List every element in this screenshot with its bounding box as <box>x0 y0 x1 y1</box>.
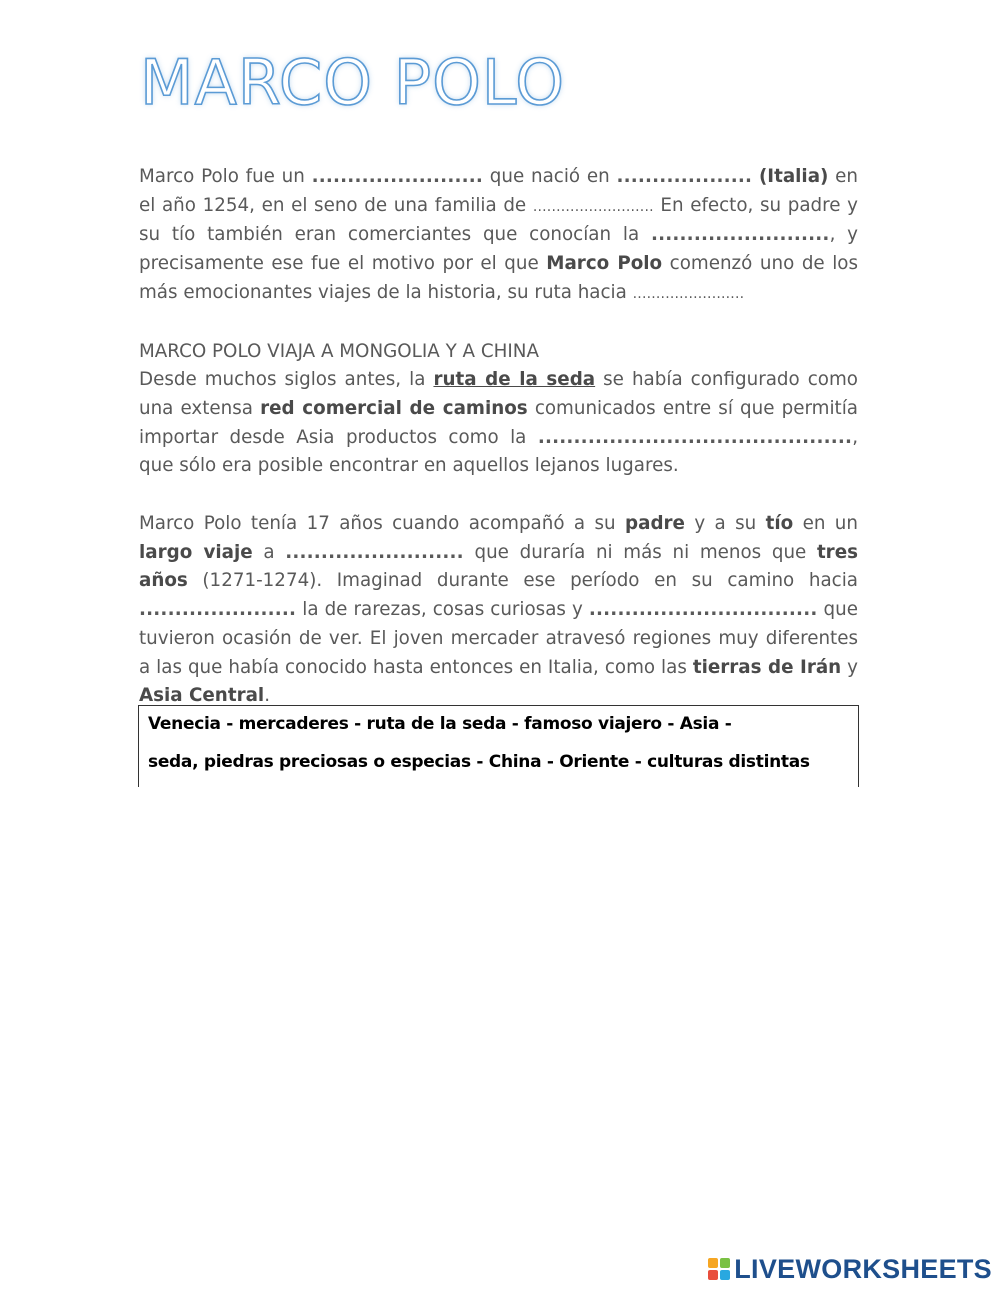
section-heading: MARCO POLO VIAJA A MONGOLIA Y A CHINA <box>139 340 539 362</box>
text: se había configurado como una extensa <box>139 369 858 419</box>
text: que tuvieron ocasión de ver. El joven mercader atravesó regiones muy diferentes a las que había conocido hasta entonces en Italia, como las <box>139 599 858 678</box>
blank-field[interactable]: ......................... <box>285 541 464 563</box>
text: En efecto, su padre y su tío también eran comerciantes que conocían la <box>139 194 858 246</box>
text: que duraría ni más ni menos que <box>463 541 817 563</box>
word-bank-box <box>138 705 859 787</box>
bold-text: Marco Polo <box>546 253 663 275</box>
text: y a su <box>684 513 766 535</box>
text: en el año 1254, en el seno de una familia de <box>139 166 858 216</box>
logo-blocks-icon <box>708 1258 730 1280</box>
text: , y precisamente ese fue el motivo por el que <box>139 224 858 275</box>
text: Marco Polo fue un <box>139 166 312 187</box>
blank-field[interactable]: ......................... <box>650 224 830 246</box>
liveworksheets-logo <box>708 1254 992 1284</box>
blank-field[interactable]: ........................ <box>632 285 745 302</box>
blank-field[interactable]: ................................ <box>588 599 818 621</box>
blank-field[interactable]: ................... <box>616 166 753 187</box>
text: a <box>252 541 286 563</box>
blank-field[interactable]: ............................................ <box>537 426 853 448</box>
bold-text: ruta de la seda <box>433 369 596 391</box>
logo-block <box>708 1270 718 1280</box>
text: comenzó uno de los más emocionantes viajes de la historia, su ruta hacia <box>139 253 859 303</box>
paragraph-intro <box>139 163 858 309</box>
brand-name: LIVEWORKSHEETS <box>734 1253 992 1284</box>
text: Desde muchos siglos antes, la <box>139 369 434 391</box>
text: en un <box>793 513 858 535</box>
text: la de rarezas, cosas curiosas y <box>296 599 589 621</box>
blank-field[interactable]: ........................ <box>311 166 484 187</box>
bold-text: tío <box>765 513 794 535</box>
worksheet-body <box>139 163 858 711</box>
text: que nació en <box>483 166 617 187</box>
paragraph-journey <box>139 510 858 711</box>
bold-text: Asia Central <box>139 685 265 707</box>
text: comunicados entre sí que permitía importar desde Asia productos como la <box>139 397 858 448</box>
bold-text: tres años <box>139 541 858 592</box>
text: (1271-1274). Imaginad durante ese período en su camino hacia <box>187 570 858 592</box>
blank-field[interactable]: .......................... <box>532 198 654 215</box>
text: Marco Polo tenía 17 años cuando acompañó a su <box>139 513 626 535</box>
bold-text: red comercial de caminos <box>260 397 528 419</box>
logo-block <box>708 1258 718 1268</box>
logo-block <box>720 1270 730 1280</box>
bold-text: tierras de Irán <box>692 656 842 678</box>
bold-text: padre <box>625 513 685 535</box>
text: y <box>841 656 858 678</box>
logo-block <box>720 1258 730 1268</box>
text: . <box>264 685 270 707</box>
text: , que sólo era posible encontrar en aquellos lejanos lugares. <box>139 426 858 477</box>
bold-text: (Italia) <box>758 166 829 187</box>
word-bank-line-2: seda, piedras preciosas o especias - China - Oriente - culturas distintas <box>148 752 810 772</box>
page-title: MARCO POLO <box>140 46 566 119</box>
paragraph-silk-road <box>139 366 858 481</box>
blank-field[interactable]: ...................... <box>139 599 297 621</box>
word-bank-line-1: Venecia - mercaderes - ruta de la seda - famoso viajero - Asia - <box>148 714 732 734</box>
bold-text: largo viaje <box>139 541 253 563</box>
